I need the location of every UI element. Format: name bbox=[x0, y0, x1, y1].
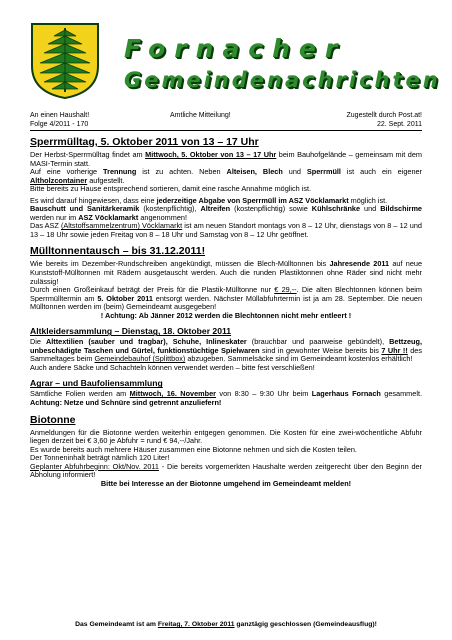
issue-number: Folge 4/2011 - 170 bbox=[30, 121, 89, 128]
sperrmuell-paragraph-2: Auf eine vorherige Trennung ist zu achten. Neben Alteisen, Blech und Sperrmüll ist auch ein eigener Altholzcontainer aufgestellt. bbox=[30, 167, 422, 185]
muelltonne-paragraph-2: Durch einen Großeinkauf beträgt der Preis für die Plastik-Mülltonne nur € 29,--. Die alten Blechtonnen können beim Sperrmülltermin am 5. Oktober 2011 entsorgt werden. Nächster Müllabfuhrtermin ist ja am 28. September. Die neuen Mülltonnen werden im (beim) Gemeindeamt ausgegeben! bbox=[30, 285, 423, 312]
footer-notice: Das Gemeindeamt ist am Freitag, 7. Oktober 2011 ganztägig geschlossen (Gemeindeausflug)! bbox=[75, 621, 377, 628]
biotonne-paragraph-1: Anmeldungen für die Biotonne werden weiterhin entgegen genommen. Die Kosten für eine zwei-wöchentliche Abfuhr liegen derzeit bei € 3,60 je Abfuhr = rund € 94,--/Jahr. bbox=[30, 427, 422, 446]
biotonne-paragraph-2: Es wurde bereits auch mehrere Häuser zusammen eine Biotonne nehmen und sich die Kosten teilen. bbox=[30, 444, 357, 454]
sperrmuell-paragraph-3: Bitte bereits zu Hause entsprechend sortieren, damit eine rasche Annahme möglich ist. bbox=[30, 184, 312, 194]
newsletter-title-line2: Gemeindenachrichten bbox=[124, 68, 441, 92]
biotonne-paragraph-3: Der Tonneninhalt beträgt nämlich 120 Liter! bbox=[30, 453, 170, 463]
newsletter-title-line1: Fornacher bbox=[124, 34, 347, 63]
biotonne-heading: Biotonne bbox=[30, 413, 76, 426]
altkleider-heading: Altkleidersammlung – Dienstag, 18. Oktober 2011 bbox=[30, 326, 232, 337]
muelltonne-paragraph-1: Wie bereits im Dezember-Rundschreiben angekündigt, müssen die Blech-Mülltonnen bis Jahresende 2011 auf neue Kunststoff-Mülltonnen mit Rädern ausgetauscht werden. Auch die runden Plastiktonnen ohne Räder sind nicht mehr zulässig! bbox=[30, 259, 423, 286]
sperrmuell-paragraph-4: Es wird darauf hingewiesen, dass eine jederzeitige Abgabe von Sperrmüll im ASZ Vöcklamarkt möglich ist. bbox=[30, 195, 388, 205]
muelltonne-heading: Mülltonnentausch – bis 31.12.2011! bbox=[30, 245, 206, 258]
muelltonne-warning: ! Achtung: Ab Jänner 2012 werden die Blechtonnen nicht mehr entleert ! bbox=[100, 310, 352, 320]
delivery-text: Zugestellt durch Post.at! bbox=[346, 112, 422, 119]
altkleider-paragraph-1: Die Alttextilien (sauber und tragbar), Schuhe, Inlineskater (brauchbar und paarweise gebündelt), Bettzeug, unbeschädigte Taschen und Gürtel, funktionstüchtige Spielwaren sind in gewohnter Weise bereits bis 7 Uhr !! des Sammeltages beim Gemeindebauhof (Splittbox) abzugeben. Sammelsäcke sind im Gemeindeamt kostenlos erhältlich! bbox=[30, 337, 423, 364]
biotonne-call-to-action: Bitte bei Interesse an der Biotonne umgehend im Gemeindeamt melden! bbox=[100, 478, 352, 488]
notice-text: Amtliche Mitteilung! bbox=[170, 112, 231, 119]
sperrmuell-paragraph-5: Bauschutt und Sanitärkeramik (kostenpflichtig), Altreifen (kostenpflichtig) sowie Kühlschränke und Bildschirme werden nur im ASZ Vöcklamarkt angenommen! bbox=[30, 204, 422, 222]
municipal-crest-icon bbox=[30, 22, 100, 100]
recipient-text: An einen Haushalt! bbox=[30, 112, 90, 119]
biotonne-paragraph-4: Geplanter Abfuhrbeginn: Okt/Nov. 2011 - Die bereits vorgemerkten Haushalte werden zeitgerecht über den Beginn der Abholung informiert! bbox=[30, 461, 422, 480]
meta-row-2 bbox=[30, 120, 422, 131]
sperrmuell-heading: Sperrmülltag, 5. Oktober 2011 von 13 – 17 Uhr bbox=[30, 136, 259, 148]
sperrmuell-paragraph-1: Der Herbst-Sperrmülltag findet am Mittwoch, 5. Oktober von 13 – 17 Uhr beim Bauhofgelände – gemeinsam mit dem MASI-Termin statt. bbox=[30, 150, 422, 168]
newsletter-content bbox=[30, 136, 422, 488]
agrar-paragraph-1: Sämtliche Folien werden am Mittwoch, 16. November von 8:30 – 9:30 Uhr beim Lagerhaus Fornach gesammelt. Achtung: Netze und Schnüre sind getrennt anzuliefern! bbox=[30, 389, 422, 408]
altkleider-paragraph-2: Auch andere Säcke und Schachteln können verwendet werden – bitte fest verschließen! bbox=[30, 362, 315, 372]
issue-date: 22. Sept. 2011 bbox=[376, 121, 422, 128]
sperrmuell-paragraph-6: Das ASZ (Altstoffsammelzentrum) Vöcklamarkt ist am neuen Standort montags von 8 – 12 Uhr, dienstags von 8 – 12 und 13 – 18 Uhr sowie jeden Freitag von 8 – 18 Uhr und Samstag von 8 – 12 Uhr geöffnet. bbox=[30, 221, 422, 239]
agrar-heading: Agrar – und Baufoliensammlung bbox=[30, 378, 163, 389]
